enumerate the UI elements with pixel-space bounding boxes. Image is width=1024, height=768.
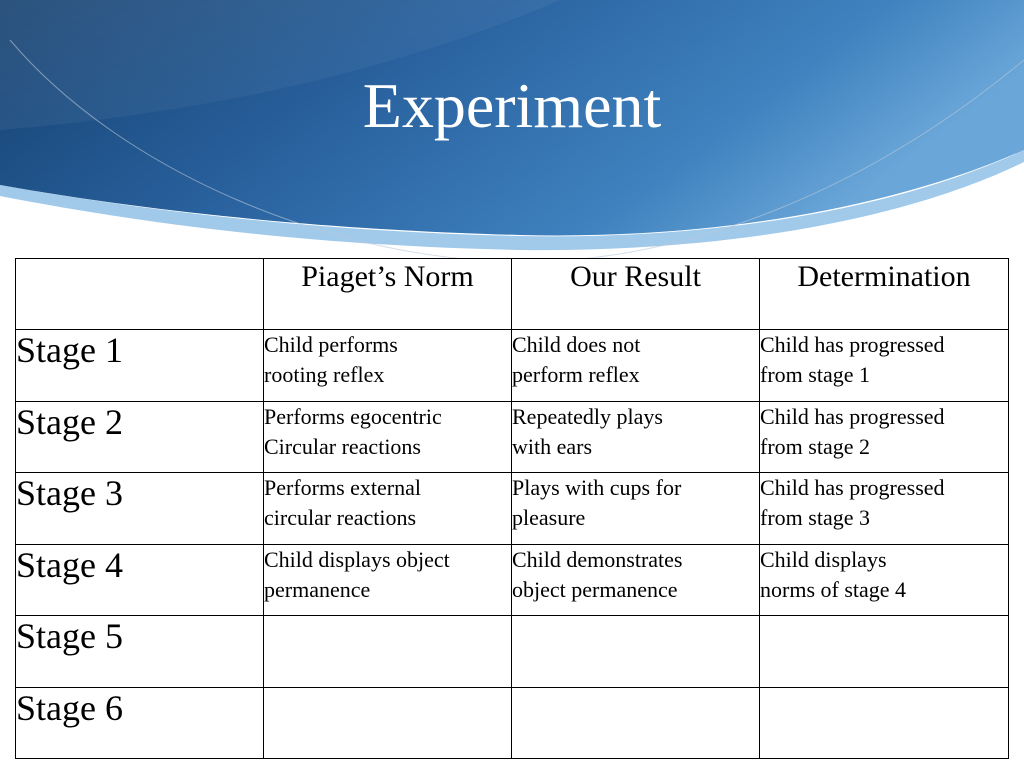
table-header-row	[16, 259, 1009, 330]
slide-title: Experiment	[362, 70, 662, 141]
stage-label: Stage 5	[16, 616, 264, 688]
table-row	[16, 473, 1009, 545]
header-determination: Determination	[760, 259, 1009, 330]
result-cell: Child demonstrates object permanence	[512, 544, 760, 616]
title-banner	[0, 0, 1024, 290]
stage-label: Stage 6	[16, 687, 264, 759]
result-cell: Repeatedly plays with ears	[512, 401, 760, 473]
determination-cell: Child has progressed from stage 1	[760, 330, 1009, 402]
header-our-result: Our Result	[512, 259, 760, 330]
determination-cell	[760, 616, 1009, 688]
determination-cell	[760, 687, 1009, 759]
norm-cell: Performs egocentric Circular reactions	[264, 401, 512, 473]
determination-cell: Child has progressed from stage 3	[760, 473, 1009, 545]
norm-cell	[264, 687, 512, 759]
table-row	[16, 330, 1009, 402]
result-cell: Plays with cups for pleasure	[512, 473, 760, 545]
determination-cell: Child displays norms of stage 4	[760, 544, 1009, 616]
table-row	[16, 544, 1009, 616]
header-piagets-norm: Piaget’s Norm	[264, 259, 512, 330]
determination-cell: Child has progressed from stage 2	[760, 401, 1009, 473]
result-cell	[512, 687, 760, 759]
stage-label: Stage 2	[16, 401, 264, 473]
stage-label: Stage 3	[16, 473, 264, 545]
table-row	[16, 401, 1009, 473]
table-row	[16, 687, 1009, 759]
table-row	[16, 616, 1009, 688]
norm-cell: Performs external circular reactions	[264, 473, 512, 545]
norm-cell: Child displays object permanence	[264, 544, 512, 616]
result-cell: Child does not perform reflex	[512, 330, 760, 402]
header-empty-cell	[16, 259, 264, 330]
norm-cell: Child performs rooting reflex	[264, 330, 512, 402]
stage-label: Stage 1	[16, 330, 264, 402]
stage-comparison-table	[15, 258, 1009, 759]
stage-label: Stage 4	[16, 544, 264, 616]
result-cell	[512, 616, 760, 688]
norm-cell	[264, 616, 512, 688]
